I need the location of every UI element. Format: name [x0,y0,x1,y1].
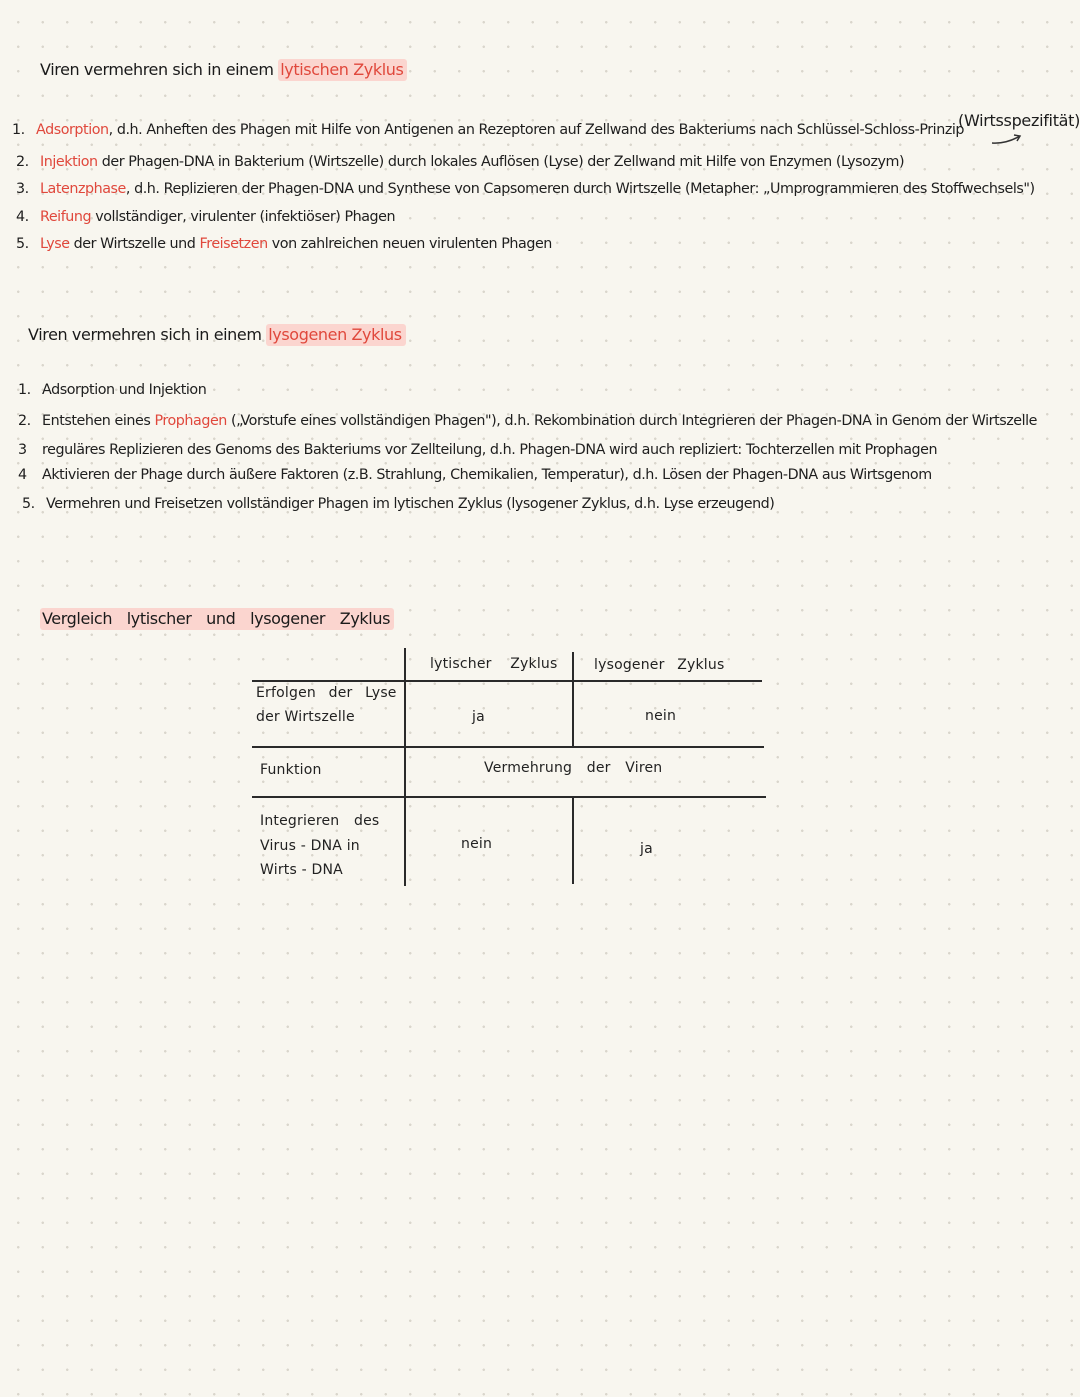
term-reifung: Reifung [40,209,92,225]
lysogenic-step-3 [18,442,937,458]
step-text: Vermehren und Freisetzen vollständiger Phagen im lytischen Zyklus (lysogener Zyklus, d.h. Lyse erzeugend) [46,496,775,512]
step-text: von zahlreichen neuen virulenten Phagen [267,236,552,252]
col-header-lysogenic: lysogener Zyklus [594,657,725,673]
section-lytic-title-highlight: lytischen Zyklus [278,59,407,81]
step-text: Aktivieren der Phage durch äußere Faktoren (z.B. Strahlung, Chemikalien, Temperatur), d.h. Lösen der Phagen-DNA aus Wirtsgenom [42,467,932,483]
step-text: („Vorstufe eines vollständigen Phagen"), d.h. Rekombination durch Integrieren der Phagen-DNA in Genom der Wirtszelle [226,413,1038,429]
section-lysogenic-title-prefix: Viren vermehren sich in einem [28,325,262,344]
step-text: Entstehen eines [42,413,155,429]
step-text: Adsorption und Injektion [42,382,207,398]
section-lysogenic-title-highlight: lysogenen Zyklus [266,324,405,346]
section-lysogenic-title [28,325,406,344]
lysogenic-step-1 [18,382,206,398]
lysogenic-step-2 [18,413,1037,429]
section-lytic-title-prefix: Viren vermehren sich in einem [40,60,274,79]
cell-funktion-merged: Vermehrung der Viren [484,760,663,776]
lytic-step-5 [16,236,552,252]
section-comparison-title-highlight: Vergleich lytischer und lysogener Zyklus [40,608,394,630]
list-number: 5. [22,496,35,512]
row-label-integrieren-line3: Wirts - DNA [260,862,343,878]
step-text: reguläres Replizieren des Genoms des Bakteriums vor Zellteilung, d.h. Phagen-DNA wird auch repliziert: Tochterzellen mit Prophagen [42,442,938,458]
term-adsorption: Adsorption [36,122,109,138]
list-number: 2. [18,413,31,429]
lytic-step-4 [16,209,395,225]
col-header-lytic: lytischer Zyklus [430,656,558,672]
step-text: der Wirtszelle und [69,236,200,252]
curved-arrow-icon [990,132,1024,150]
term-prophagen: Prophagen [154,413,227,429]
list-number: 1. [12,122,25,138]
list-number: 3 [18,442,27,458]
step-text: , d.h. Replizieren der Phagen-DNA und Synthese von Capsomeren durch Wirtszelle (Metapher: „Umprogrammieren des Stoffwechsels") [125,181,1035,197]
list-number: 3. [16,181,29,197]
list-number: 4. [16,209,29,225]
row-label-integrieren-line2: Virus - DNA in [260,838,360,854]
list-number: 4 [18,467,27,483]
term-latenzphase: Latenzphase [40,181,126,197]
section-comparison-title [40,609,394,628]
lysogenic-step-5 [22,496,774,512]
table-divider-cols-top [572,652,574,746]
cell-integrieren-lysogenic: ja [640,841,653,857]
lytic-step-3 [16,181,1035,197]
lysogenic-step-4 [18,467,932,483]
step-text: der Phagen-DNA in Bakterium (Wirtszelle) durch lokales Auflösen (Lyse) der Zellwand mit Hilfe von Enzymen (Lysozym) [97,154,905,170]
row-label-lyse-line2: der Wirtszelle [256,709,355,725]
list-number: 1. [18,382,31,398]
term-lyse: Lyse [40,236,70,252]
table-rule-row1 [252,746,764,748]
list-number: 2. [16,154,29,170]
row-label-integrieren-line1: Integrieren des [260,813,380,829]
table-divider-cols-bottom [572,798,574,884]
row-label-funktion: Funktion [260,762,322,778]
row-label-lyse-line1: Erfolgen der Lyse [256,685,397,701]
step-text: , d.h. Anheften des Phagen mit Hilfe von Antigenen an Rezeptoren auf Zellwand des Bakteriums nach Schlüssel-Schloss-Prinzip [108,122,965,138]
cell-integrieren-lytic: nein [461,836,493,852]
table-rule-row2 [252,796,766,798]
lytic-step-2 [16,154,904,170]
term-injektion: Injektion [40,154,98,170]
section-lytic-title [40,60,407,79]
host-specificity-note: (Wirtsspezifität) [958,111,1080,130]
cell-lyse-lytic: ja [472,709,485,725]
lytic-step-1 [12,122,964,138]
step-text: vollständiger, virulenter (infektiöser) Phagen [91,209,396,225]
cell-lyse-lysogenic: nein [645,708,677,724]
table-divider-label [404,648,406,886]
term-freisetzen: Freisetzen [199,236,268,252]
list-number: 5. [16,236,29,252]
